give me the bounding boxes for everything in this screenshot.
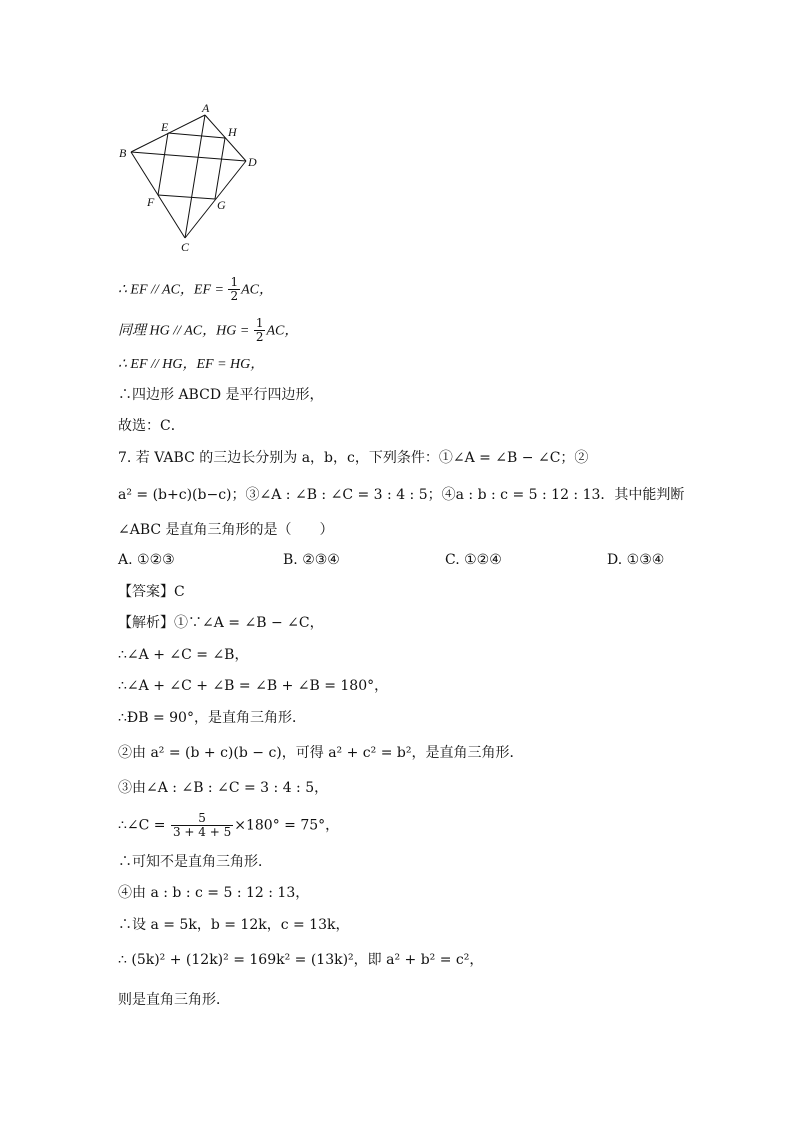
analysis-line-11: ∴ (5k)² + (12k)² = 169k² = (13k)²，即 a² + b² = c²， — [118, 952, 484, 968]
analysis-line-1: 【解析】①∵∠A = ∠B − ∠C， — [118, 615, 324, 631]
diagonal-bd — [131, 152, 246, 161]
label-b: B — [119, 146, 127, 160]
analysis-line-8: ∴可知不是直角三角形． — [118, 854, 272, 870]
fraction: $\frac{1}{2}$ — [230, 275, 239, 303]
segment-fe — [158, 133, 168, 195]
proof-line-1: ∴ EF // AC，EF = $\frac{1}{2}$ AC， — [118, 275, 274, 303]
segment-gf — [158, 195, 215, 199]
quadrilateral-figure — [0, 0, 794, 260]
label-d: D — [248, 155, 257, 169]
question-line-3: ∠ABC 是直角三角形的是（ ） — [118, 522, 334, 538]
label-e: E — [161, 120, 169, 134]
diagonal-ac — [185, 115, 205, 238]
fraction: $\frac{5}{3 + 4 + 5}$ — [172, 811, 232, 839]
analysis-line-2: ∴∠A + ∠C = ∠B， — [118, 647, 249, 663]
analysis-line-4: ∴ĐB = 90°，是直角三角形． — [118, 710, 306, 726]
option-c: C. ①②④ — [445, 552, 502, 568]
analysis-line-5: ②由 a² = (b + c)(b − c)，可得 a² + c² = b²，是直角三角形． — [118, 745, 524, 761]
fraction: $\frac{1}{2}$ — [255, 316, 264, 344]
label-h: H — [228, 125, 237, 139]
label-f: F — [147, 195, 155, 209]
proof-line-2: 同理 HG // AC，HG = $\frac{1}{2}$ AC， — [118, 316, 299, 344]
segment-eh — [168, 133, 225, 138]
question-line-2: a² = (b+c)(b−c)；③∠A : ∠B : ∠C = 3 : 4 : 5；④a : b : c = 5 : 12 : 13．其中能判断 — [118, 487, 685, 503]
edge-ad — [205, 115, 246, 161]
proof-line-4: ∴四边形 ABCD 是平行四边形， — [118, 387, 324, 403]
analysis-line-6: ③由∠A : ∠B : ∠C = 3 : 4 : 5， — [118, 780, 329, 796]
analysis-line-9: ④由 a : b : c = 5 : 12 : 13， — [118, 885, 310, 901]
proof-line-3: ∴ EF // HG，EF = HG， — [118, 357, 265, 372]
label-g: G — [217, 198, 226, 212]
analysis-line-12: 则是直角三角形． — [118, 992, 230, 1008]
edge-dc — [185, 161, 246, 238]
label-a: A — [202, 101, 210, 115]
option-b: B. ②③④ — [283, 552, 340, 568]
analysis-line-10: ∴设 a = 5k，b = 12k，c = 13k， — [118, 917, 350, 933]
analysis-line-7: ∴∠C = $\frac{5}{3 + 4 + 5}$ ×180° = 75°， — [118, 811, 340, 839]
question-line-1: 7. 若 VABC 的三边长分别为 a，b，c，下列条件：①∠A = ∠B − ∠C；② — [118, 450, 589, 466]
option-d: D. ①③④ — [607, 552, 665, 568]
label-c: C — [181, 240, 190, 254]
proof-line-5: 故选：C． — [118, 418, 185, 434]
answer: 【答案】C — [118, 584, 185, 600]
analysis-line-3: ∴∠A + ∠C + ∠B = ∠B + ∠B = 180°， — [118, 678, 389, 694]
option-a: A. ①②③ — [118, 552, 175, 568]
